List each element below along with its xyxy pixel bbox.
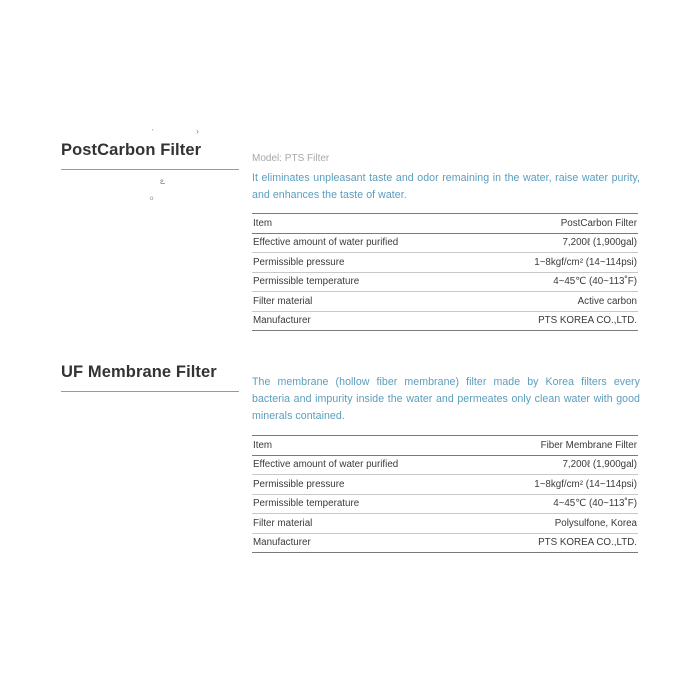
table-row [252,253,638,273]
table-cell-item: Filter material [252,292,478,312]
table-header-cell: Item [252,214,478,234]
table-cell-value: 7,200ℓ (1,900gal) [478,455,638,475]
table-cell-item: Permissible temperature [252,494,478,514]
table-cell-item: Permissible pressure [252,475,478,495]
decorative-speck: ఽ [160,176,166,186]
table-cell-value: 1~8kgf/cm² (14~114psi) [478,475,638,495]
table-header-row [252,436,638,456]
table-row [252,233,638,253]
table-cell-item: Effective amount of water purified [252,455,478,475]
table-row [252,533,638,553]
table-header-cell: PostCarbon Filter [478,214,638,234]
table-header-row [252,214,638,234]
table-row [252,455,638,475]
spec-table [252,213,638,331]
table-row [252,494,638,514]
section-heading [61,362,239,392]
table-cell-value: PTS KOREA CO.,LTD. [478,311,638,331]
table-cell-value: 7,200ℓ (1,900gal) [478,233,638,253]
table-cell-item: Manufacturer [252,311,478,331]
table-cell-value: Polysulfone, Korea [478,514,638,534]
table-cell-value: 4~45℃ (40~113˚F) [478,272,638,292]
spec-table [252,435,638,553]
table-cell-item: Permissible pressure [252,253,478,273]
table-row [252,272,638,292]
table-row [252,475,638,495]
table-cell-item: Manufacturer [252,533,478,553]
table-row [252,514,638,534]
table-cell-item: Effective amount of water purified [252,233,478,253]
decorative-speck: ᵒ [150,194,154,204]
table-cell-value: Active carbon [478,292,638,312]
table-row [252,292,638,312]
section-divider [61,391,239,392]
section-description: The membrane (hollow fiber membrane) filter made by Korea filters every bacteria and impurity inside the water and permeates only clean water with good minerals contained. [252,376,640,422]
model-label: Model: PTS Filter [252,153,330,164]
table-cell-value: PTS KOREA CO.,LTD. [478,533,638,553]
table-cell-value: 1~8kgf/cm² (14~114psi) [478,253,638,273]
table-cell-item: Permissible temperature [252,272,478,292]
section-divider [61,169,239,170]
section-title: PostCarbon Filter [61,141,202,159]
table-row [252,311,638,331]
table-header-cell: Fiber Membrane Filter [478,436,638,456]
decorative-speck: ˊ [151,128,154,138]
table-cell-value: 4~45℃ (40~113˚F) [478,494,638,514]
table-header-cell: Item [252,436,478,456]
decorative-speck: › [196,126,199,136]
table-cell-item: Filter material [252,514,478,534]
section-heading [61,140,239,170]
section-description: It eliminates unpleasant taste and odor remaining in the water, raise water purity, and enhances the taste of water. [252,172,640,201]
section-title: UF Membrane Filter [61,363,217,381]
